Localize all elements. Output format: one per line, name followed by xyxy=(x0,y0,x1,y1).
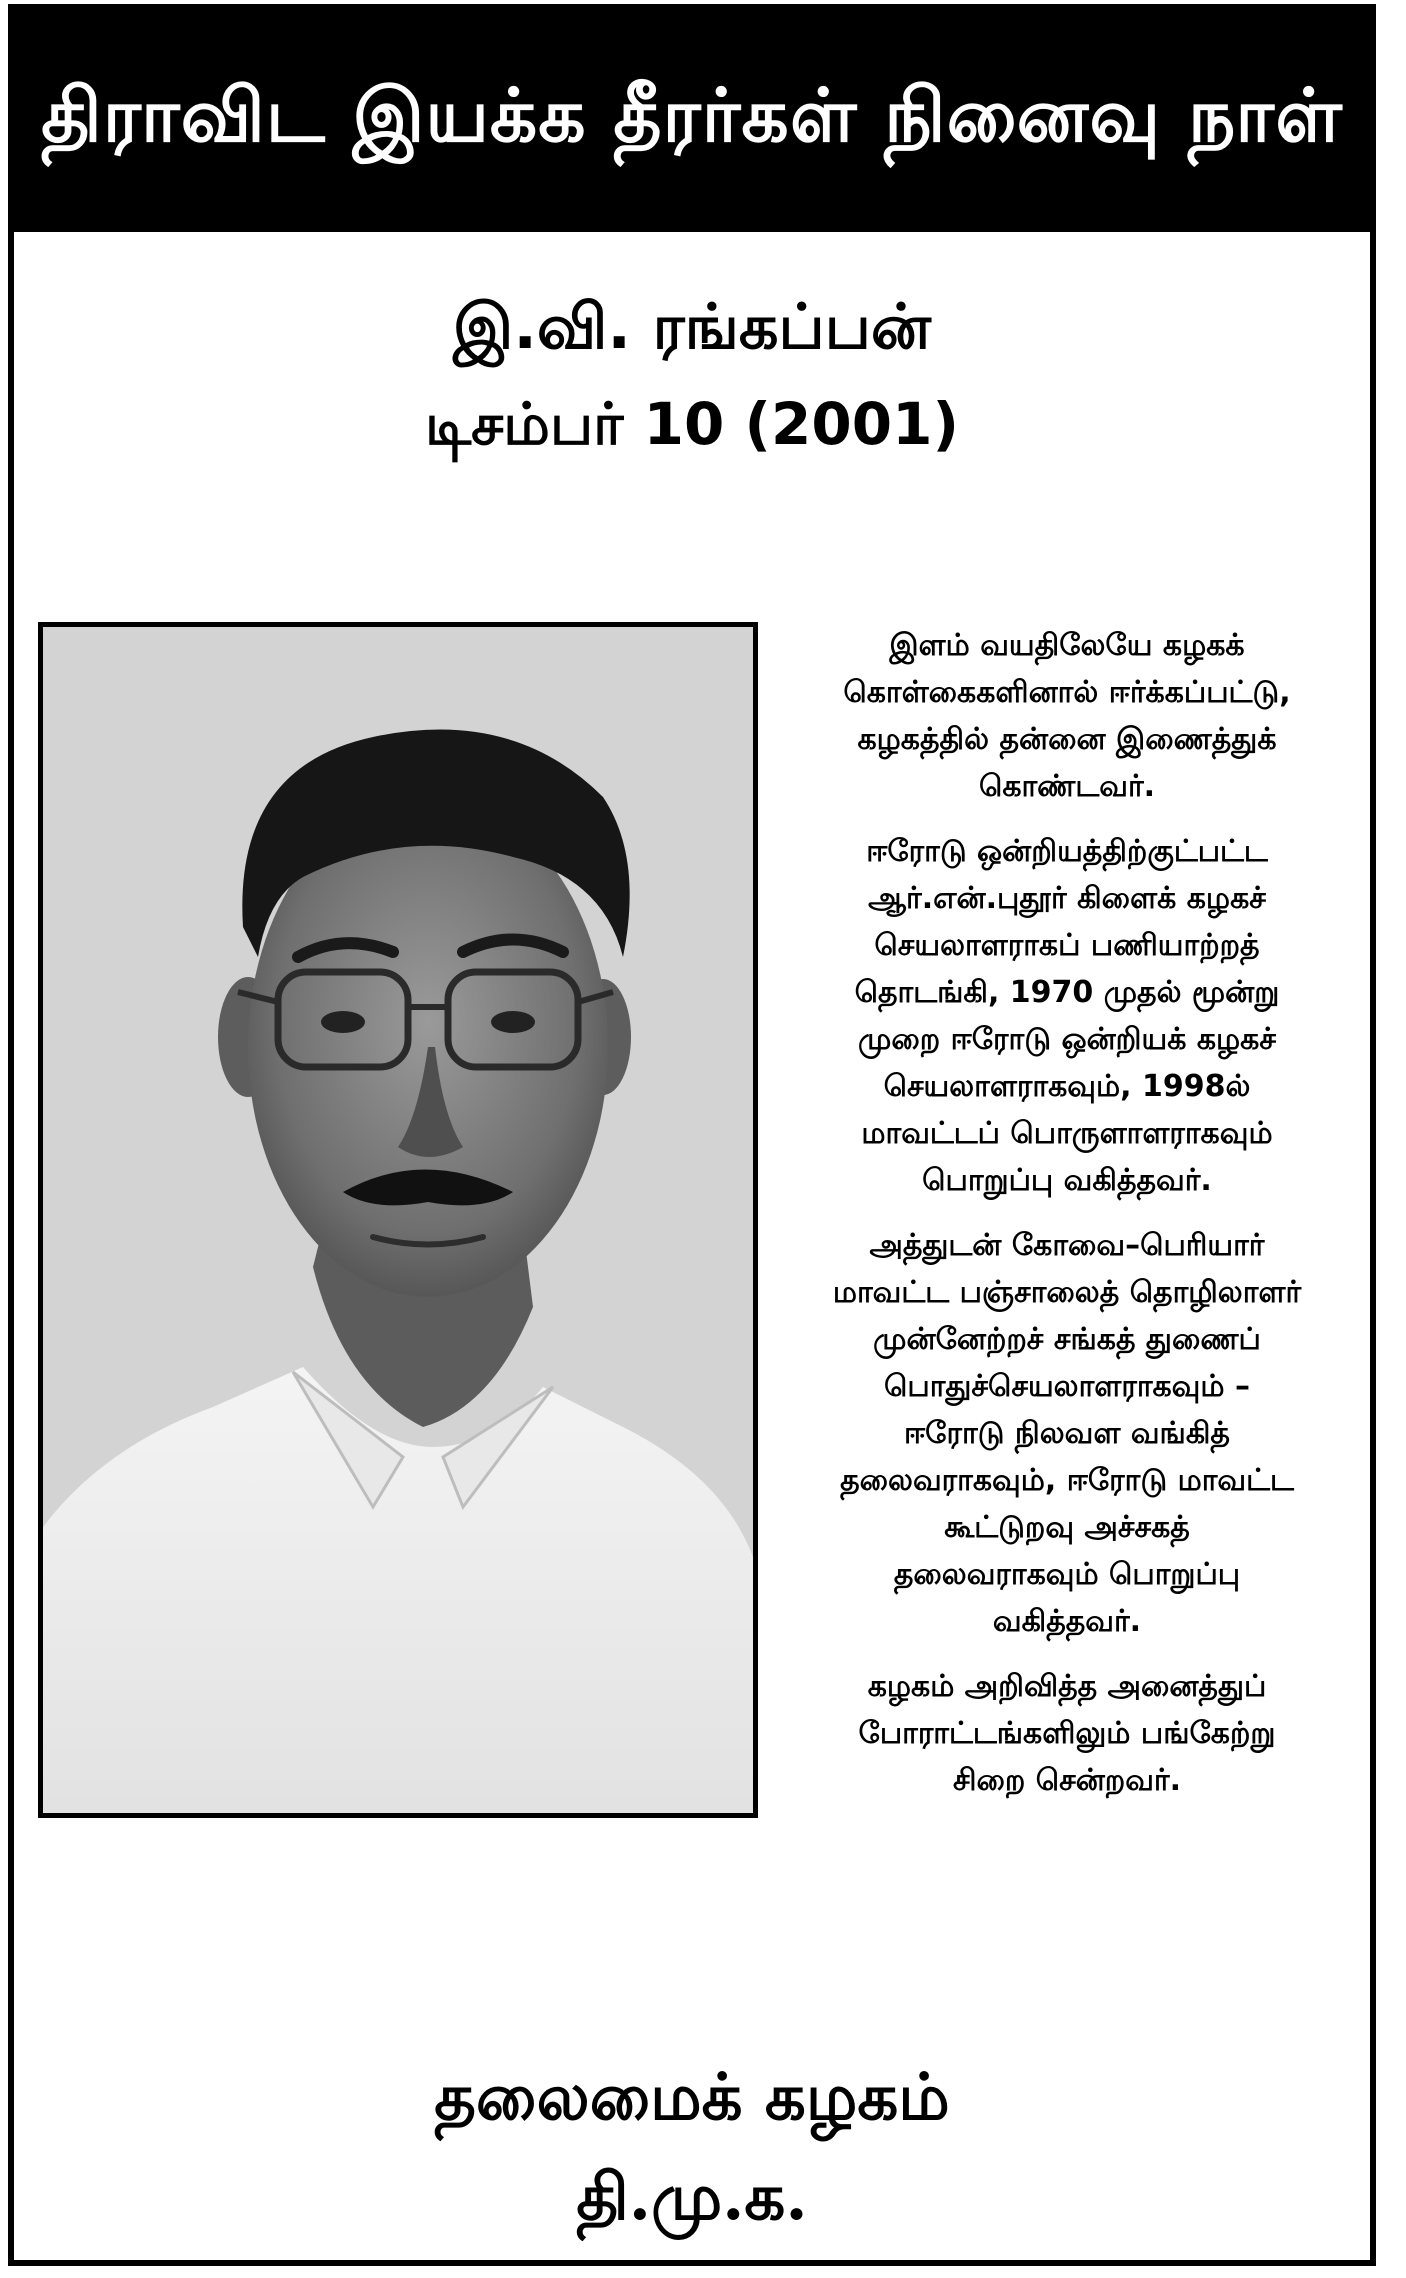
memorial-date: டிசம்பர் 10 (2001) xyxy=(425,390,959,458)
memorial-notice xyxy=(8,4,1376,2266)
issuer-organization: தலைமைக் கழகம் xyxy=(434,2060,950,2135)
biography xyxy=(782,622,1352,1822)
person-name: இ.வி. ரங்கப்பன் xyxy=(453,290,931,363)
bio-paragraph: இளம் வயதிலேயே கழகக் கொள்கைகளினால் ஈர்க்கப்பட்டு, கழகத்தில் தன்னை இணைத்துக் கொண்டவர். xyxy=(843,628,1291,804)
header-banner xyxy=(14,10,1370,232)
portrait-photo xyxy=(38,622,758,1818)
bio-paragraph: கழகம் அறிவித்த அனைத்துப் போராட்டங்களிலும் பங்கேற்று சிறை சென்றவர். xyxy=(858,1669,1276,1798)
bio-paragraph: ஈரோடு ஒன்றியத்திற்குட்பட்ட ஆர்.என்.புதூர் கிளைக் கழகச் செயலாளராகப் பணியாற்றத் தொடங்கி, 1970 முதல் மூன்று முறை ஈரோடு ஒன்றியக் கழகச் செயலாளராகவும், 1998ல் மாவட்டப் பொருளாளராகவும் பொறுப்பு வகித்தவர். xyxy=(854,834,1280,1198)
bio-paragraph: அத்துடன் கோவை–பெரியார் மாவட்ட பஞ்சாலைத் தொழிலாளர் முன்னேற்றச் சங்கத் துணைப் பொதுச்செயலாளராகவும் – ஈரோடு நிலவள வங்கித் தலைவராகவும், ஈரோடு மாவட்ட கூட்டுறவு அச்சகத் தலைவராகவும் பொறுப்பு வகித்தவர். xyxy=(832,1228,1302,1639)
banner-title: திராவிட இயக்க தீரர்கள் நினைவு நாள் xyxy=(41,73,1343,159)
portrait-illustration xyxy=(43,627,753,1813)
issuer-party: தி.மு.க. xyxy=(576,2160,808,2235)
